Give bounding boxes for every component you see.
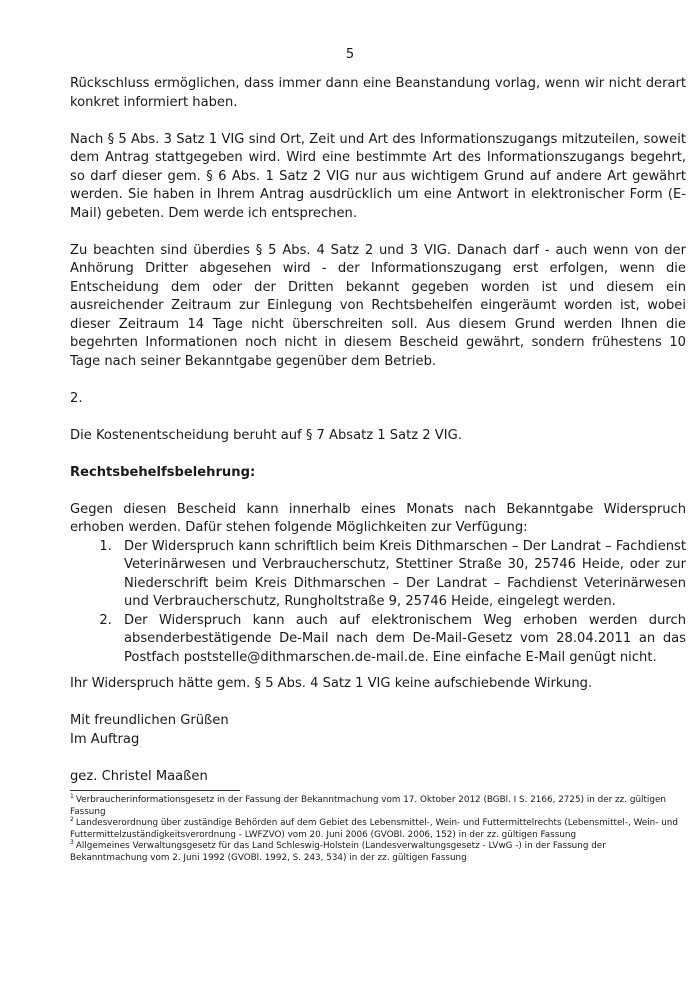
- footnote-mark: 1: [70, 793, 74, 801]
- footnote-text: Allgemeines Verwaltungsgesetz für das Land Schleswig-Holstein (Landesverwaltungsgesetz - LVwG -) in der Fassung der Bekanntmachung vom 2. Juni 1992 (GVOBl. 1992, S. 243, 534) in der zz. gültigen Fassung: [70, 841, 606, 863]
- footnote-2: [70, 818, 686, 841]
- footnote-mark: 3: [70, 839, 74, 847]
- footnote-3: [70, 841, 686, 864]
- signature: gez. Christel Maaßen: [70, 768, 208, 784]
- remedy-intro: Gegen diesen Bescheid kann innerhalb eines Monats nach Bekanntgabe Widerspruch erhoben werden. Dafür stehen folgende Möglichkeiten zur Verfügung:: [70, 501, 686, 535]
- remedy-item-1: 1. Der Widerspruch kann schriftlich beim Kreis Dithmarschen – Der Landrat – Fachdienst Veterinärwesen und Verbraucherschutz, Stettiner Straße 30, 25746 Heide, oder zur Niederschrift beim Kreis Dithmarschen – Der Landrat – Fachdienst Veterinärwesen und Verbraucherschutz, Rungholtstraße 9, 25746 Heide, eingelegt werden.: [116, 538, 686, 612]
- body-text: [70, 75, 686, 786]
- page-number: 5: [345, 47, 355, 62]
- remedy-effect: Ihr Widerspruch hätte gem. § 5 Abs. 4 Satz 1 VIG keine aufschiebende Wirkung.: [70, 676, 593, 691]
- on-behalf: Im Auftrag: [70, 731, 140, 747]
- remedy-item-2: 2. Der Widerspruch kann auch auf elektronischem Weg erhoben werden durch absenderbestätigende De-Mail nach dem De-Mail-Gesetz vom 28.04.2011 an das Postfach poststelle@dithmarschen.de-mail.de. Eine einfache E-Mail genügt nicht.: [116, 612, 686, 668]
- footnotes: [70, 795, 686, 865]
- paragraph-1: Rückschluss ermöglichen, dass immer dann eine Beanstandung vorlag, wenn wir nicht derart konkret informiert haben.: [70, 76, 686, 110]
- section-number: 2.: [70, 390, 83, 406]
- paragraph-2: Nach § 5 Abs. 3 Satz 1 VIG sind Ort, Zeit und Art des Informationszugangs mitzuteilen, soweit dem Antrag stattgegeben wird. Wird eine bestimmte Art des Informationszugangs begehrt, so darf dieser gem. § 6 Abs. 1 Satz 2 VIG nur aus wichtigem Grund auf andere Art gewährt werden. Sie haben in Ihrem Antrag ausdrücklich um eine Antwort in elektronischer Form (E-Mail) gebeten. Dem werde ich entsprechen.: [70, 131, 686, 221]
- remedy-list: [70, 538, 686, 668]
- closing: [70, 712, 686, 786]
- footnote-mark: 2: [70, 816, 74, 824]
- footnote-text: Verbraucherinformationsgesetz in der Fassung der Bekanntmachung vom 17. Oktober 2012 (BGBl. I S. 2166, 2725) in der zz. gültigen Fassung: [70, 795, 666, 817]
- greeting: Mit freundlichen Grüßen: [70, 713, 229, 728]
- paragraph-3: Zu beachten sind überdies § 5 Abs. 4 Satz 2 und 3 VIG. Danach darf - auch wenn von der Anhörung Dritter abgesehen wird - der Informationszugang erst erfolgen, wenn die Entscheidung dem oder der Dritten bekannt gegeben worden ist und diesem ein ausreichender Zeitraum zur Einlegung von Rechtsbehelfen eingeräumt worden ist, wobei dieser Zeitraum 14 Tage nicht überschreiten soll. Aus diesem Grund werden Ihnen die begehrten Informationen noch nicht in diesem Bescheid gewährt, sondern frühestens 10 Tage nach seiner Bekanntgabe gegenüber dem Betrieb.: [70, 242, 686, 369]
- footnote-1: [70, 795, 686, 818]
- paragraph-4: Die Kostenentscheidung beruht auf § 7 Absatz 1 Satz 2 VIG.: [70, 427, 462, 443]
- remedy-heading: Rechtsbehelfsbelehrung:: [70, 464, 256, 480]
- footnote-text: Landesverordnung über zuständige Behörden auf dem Gebiet des Lebensmittel-, Wein- und Futtermittelrechts (Lebensmittel-, Wein- und Futtermittelzuständigkeitsverordnung - LWFZVO) vom 20. Juni 2006 (GVOBl. 2006, 152) in der zz. gültigen Fassung: [70, 818, 678, 840]
- footnote-divider: [70, 790, 240, 791]
